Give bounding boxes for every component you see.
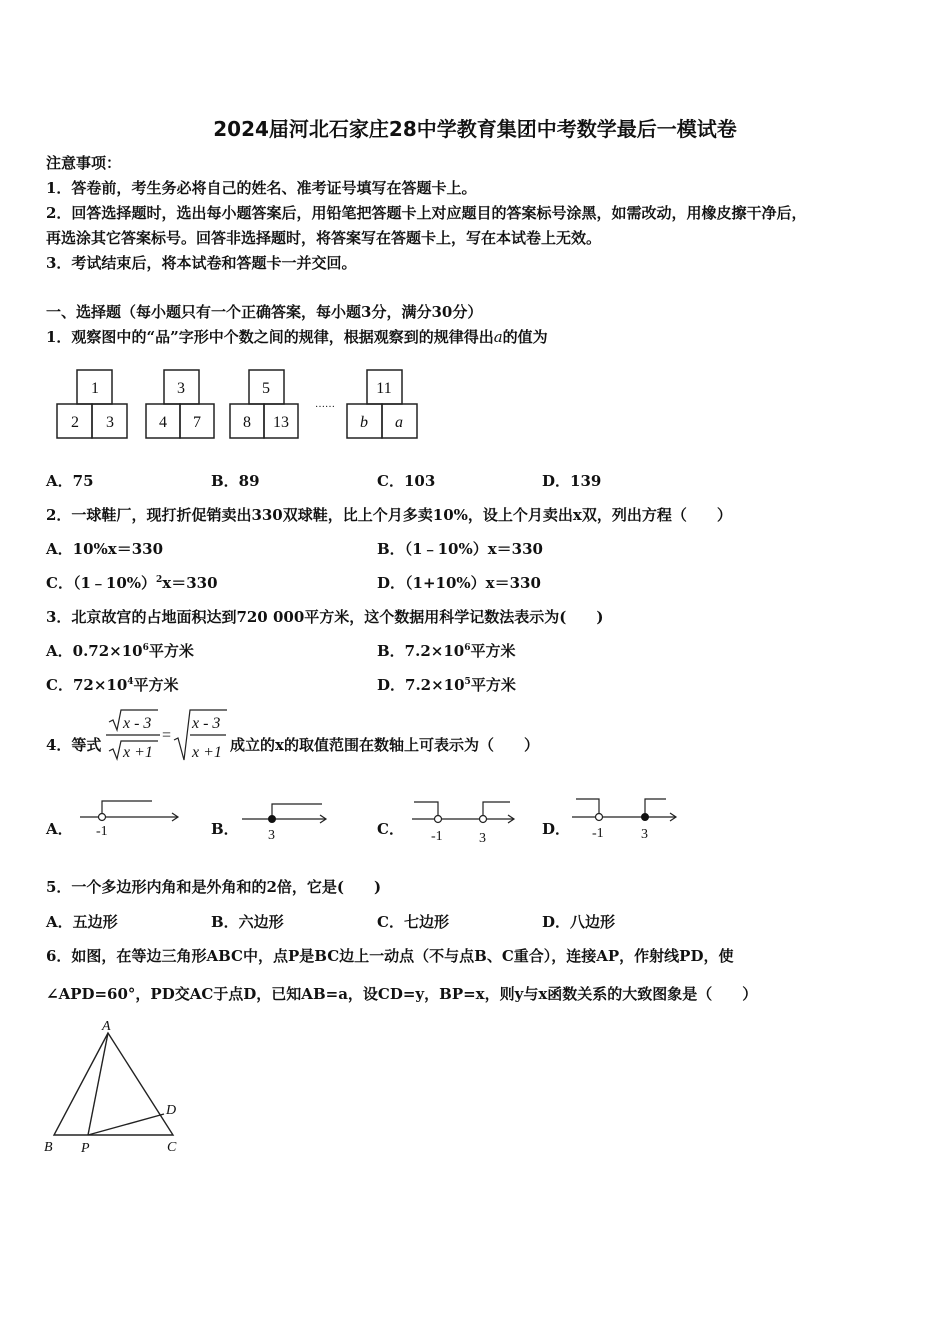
q3-option-d[interactable] [377, 674, 516, 695]
q1-stem [46, 326, 548, 347]
q4-d-tick-1: -1 [592, 826, 604, 841]
q3-d-a: D．7.2×10 [377, 676, 465, 694]
q1-option-c[interactable]: C．103 [377, 472, 436, 490]
q5-stem: 5．一个多边形内角和是外角和的2倍，它是( ) [46, 878, 382, 896]
q1-var: a [493, 328, 503, 346]
q3-b-b: 平方米 [470, 642, 516, 660]
q1-stem-a: 1．观察图中的“品”字形中个数之间的规律，根据观察到的规律得出 [46, 328, 494, 346]
q4-option-a-numberline[interactable] [78, 795, 188, 845]
q2-option-b[interactable]: B．（1﹣10%）x＝330 [377, 540, 543, 558]
q1-dots: …… [315, 399, 335, 410]
notice-item-1: 1．答卷前，考生务必将自己的姓名、准考证号填写在答题卡上。 [46, 179, 477, 197]
svg-text:=: = [162, 727, 172, 744]
q1-figure [50, 365, 430, 445]
q3-c-a: C．72×10 [46, 676, 128, 694]
q4-a-tick: -1 [96, 824, 108, 839]
q6-point-d: D [166, 1103, 177, 1118]
q4-option-c-label[interactable]: C． [377, 820, 404, 838]
q6-triangle-figure [40, 1015, 190, 1160]
q3-b-sup: 6 [464, 643, 471, 653]
q3-a-sup: 6 [142, 643, 149, 653]
q2-c-b: x＝330 [162, 574, 218, 592]
q1-g3-right: 13 [273, 414, 289, 431]
q6-line-1: 6．如图，在等边三角形ABC中，点P是BC边上一动点（不与点B、C重合），连接AP，作射线PD，使 [46, 947, 734, 965]
q1-g1-left: 2 [71, 414, 79, 431]
page-title: 2024届河北石家庄28中学教育集团中考数学最后一模试卷 [213, 117, 737, 141]
q3-d-b: 平方米 [470, 676, 516, 694]
q1-g3-left: 8 [243, 414, 251, 431]
q4-option-c-numberline[interactable] [410, 795, 522, 847]
q1-g2-top: 3 [177, 380, 185, 397]
q3-d-sup: 5 [464, 677, 471, 687]
notice-item-2-cont: 再选涂其它答案标号。回答非选择题时，将答案写在答题卡上，写在本试卷上无效。 [46, 229, 602, 247]
q1-g4-top: 11 [376, 380, 392, 397]
q2-option-c[interactable] [46, 572, 218, 593]
q4-num-left: x - 3 [123, 715, 152, 732]
q2-stem: 2．一球鞋厂，现打折促销卖出330双球鞋，比上个月多卖10%，设上个月卖出x双，列出方程（ ） [46, 506, 732, 524]
section-heading: 一、选择题（每小题只有一个正确答案，每小题3分，满分30分） [46, 303, 483, 321]
q3-c-sup: 4 [127, 677, 134, 687]
q2-c-sup: 2 [156, 575, 163, 585]
q3-c-b: 平方米 [133, 676, 179, 694]
q4-option-d-label[interactable]: D． [542, 820, 571, 838]
notice-item-2: 2．回答选择题时，选出每小题答案后，用铅笔把答题卡上对应题目的答案标号涂黑，如需改动，用橡皮擦干净后， [46, 204, 807, 222]
q1-g1-top: 1 [91, 380, 99, 397]
notice-heading: 注意事项： [46, 154, 122, 172]
notice-item-3: 3．考试结束后，将本试卷和答题卡一并交回。 [46, 254, 357, 272]
q4-c-tick-2: 3 [479, 831, 486, 846]
q4-lead: 4．等式 [46, 736, 102, 754]
q1-g3-top: 5 [262, 380, 270, 397]
q6-point-a: A [102, 1019, 111, 1034]
q1-option-d[interactable]: D．139 [542, 472, 602, 490]
q3-a-a: A．0.72×10 [46, 642, 143, 660]
q1-option-b[interactable]: B．89 [211, 472, 260, 490]
q4-den-left: x +1 [123, 744, 153, 761]
q4-c-tick-1: -1 [431, 829, 443, 844]
q4-den-right: x +1 [192, 744, 222, 761]
q3-option-a[interactable] [46, 640, 194, 661]
q6-point-b: B [44, 1140, 53, 1155]
q1-g4-left: b [360, 414, 368, 431]
q4-b-tick: 3 [268, 828, 275, 843]
q4-option-a-label[interactable]: A． [46, 820, 73, 838]
q1-option-a[interactable]: A．75 [46, 472, 94, 490]
q6-point-p: P [81, 1141, 90, 1156]
q1-g4-right: a [395, 414, 403, 431]
q5-option-d[interactable]: D．八边形 [542, 913, 616, 931]
q2-c-a: C．（1﹣10%） [46, 574, 157, 592]
q1-stem-b: 的值为 [502, 328, 548, 346]
q1-g2-left: 4 [159, 414, 167, 431]
q4-tail: 成立的x的取值范围在数轴上可表示为（ ） [230, 736, 539, 754]
q4-num-right: x - 3 [192, 715, 221, 732]
q3-option-b[interactable] [377, 640, 516, 661]
q5-option-c[interactable]: C．七边形 [377, 913, 449, 931]
q3-stem: 3．北京故宫的占地面积达到720 000平方米，这个数据用科学记数法表示为( ) [46, 608, 604, 626]
q4-option-b-label[interactable]: B． [211, 820, 239, 838]
q4-d-tick-2: 3 [641, 827, 648, 842]
q1-g2-right: 7 [193, 414, 201, 431]
q3-a-b: 平方米 [148, 642, 194, 660]
q5-option-b[interactable]: B．六边形 [211, 913, 284, 931]
q2-option-d[interactable]: D．（1+10%）x＝330 [377, 574, 541, 592]
q4-equation [104, 706, 230, 764]
q2-option-a[interactable]: A．10%x＝330 [46, 540, 164, 558]
q6-point-c: C [167, 1140, 177, 1155]
q6-line-2: ∠APD=60°，PD交AC于点D，已知AB=a，设CD=y，BP=x，则y与x函数关系的大致图象是（ ） [46, 985, 758, 1003]
q3-b-a: B．7.2×10 [377, 642, 465, 660]
q1-g1-right: 3 [106, 414, 114, 431]
q4-option-d-numberline[interactable] [570, 792, 682, 844]
q4-option-b-numberline[interactable] [240, 795, 340, 845]
q3-option-c[interactable] [46, 674, 179, 695]
q5-option-a[interactable]: A．五边形 [46, 913, 118, 931]
